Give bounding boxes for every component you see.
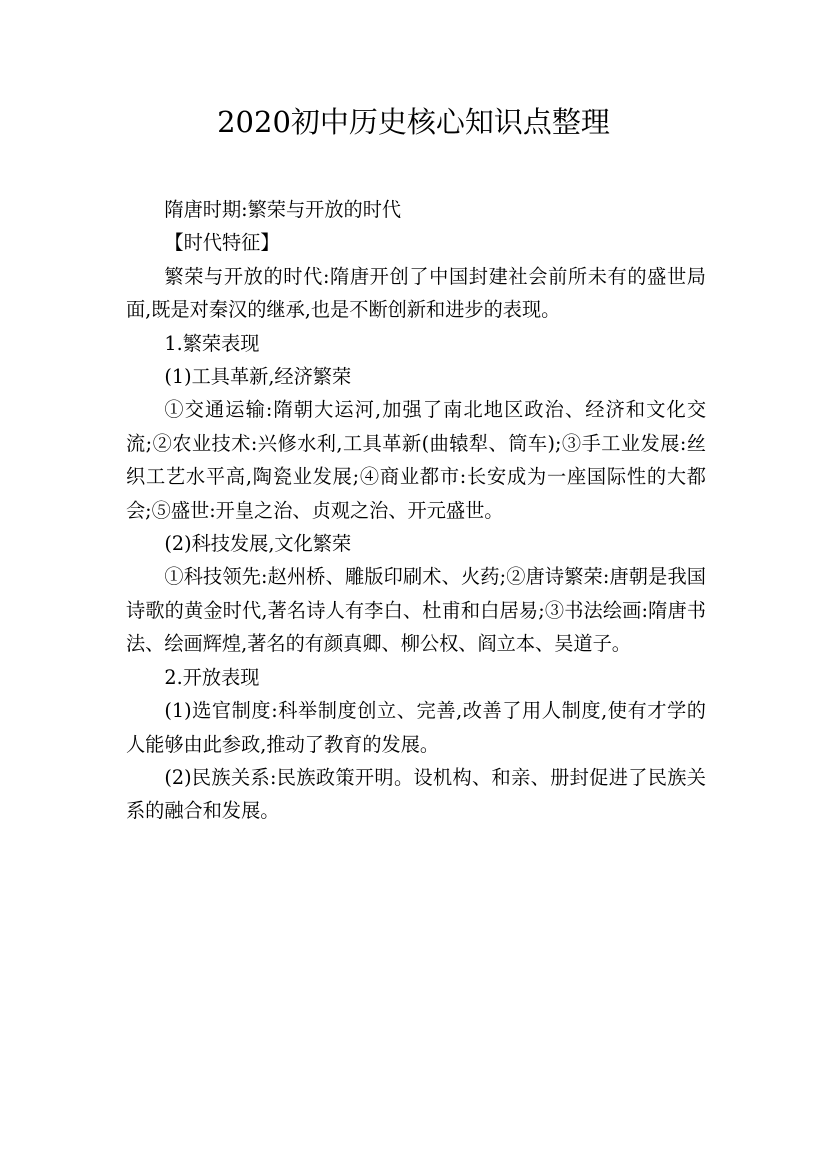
body-paragraph: ①科技领先:赵州桥、雕版印刷术、火药;②唐诗繁荣:唐朝是我国诗歌的黄金时代,著名诗人有李白、杜甫和白居易;③书法绘画:隋唐书法、绘画辉煌,著名的有颜真卿、柳公权、阎立本、吴道子。 xyxy=(126,565,706,656)
list-heading: 2.开放表现 xyxy=(164,665,260,689)
document-body xyxy=(126,193,706,828)
section-heading: 隋唐时期:繁荣与开放的时代 xyxy=(164,198,402,221)
document-title: 2020初中历史核心知识点整理 xyxy=(217,105,610,139)
list-subheading: (1)工具革新,经济繁荣 xyxy=(164,365,352,389)
subsection-heading: 【时代特征】 xyxy=(164,231,280,255)
body-paragraph: (1)选官制度:科举制度创立、完善,改善了用人制度,使有才学的人能够由此参政,推动了教育的发展。 xyxy=(126,699,706,756)
body-paragraph: ①交通运输:隋朝大运河,加强了南北地区政治、经济和文化交流;②农业技术:兴修水利,工具革新(曲辕犁、筒车);③手工业发展:丝织工艺水平高,陶瓷业发展;④商业都市:长安成为一座国际性的大都会;⑤盛世:开皇之治、贞观之治、开元盛世。 xyxy=(126,398,706,522)
list-heading: 1.繁荣表现 xyxy=(164,331,260,355)
list-subheading: (2)科技发展,文化繁荣 xyxy=(164,532,352,556)
body-paragraph: 繁荣与开放的时代:隋唐开创了中国封建社会前所未有的盛世局面,既是对秦汉的继承,也是不断创新和进步的表现。 xyxy=(126,264,706,322)
body-paragraph: (2)民族关系:民族政策开明。设机构、和亲、册封促进了民族关系的融合和发展。 xyxy=(126,765,706,823)
